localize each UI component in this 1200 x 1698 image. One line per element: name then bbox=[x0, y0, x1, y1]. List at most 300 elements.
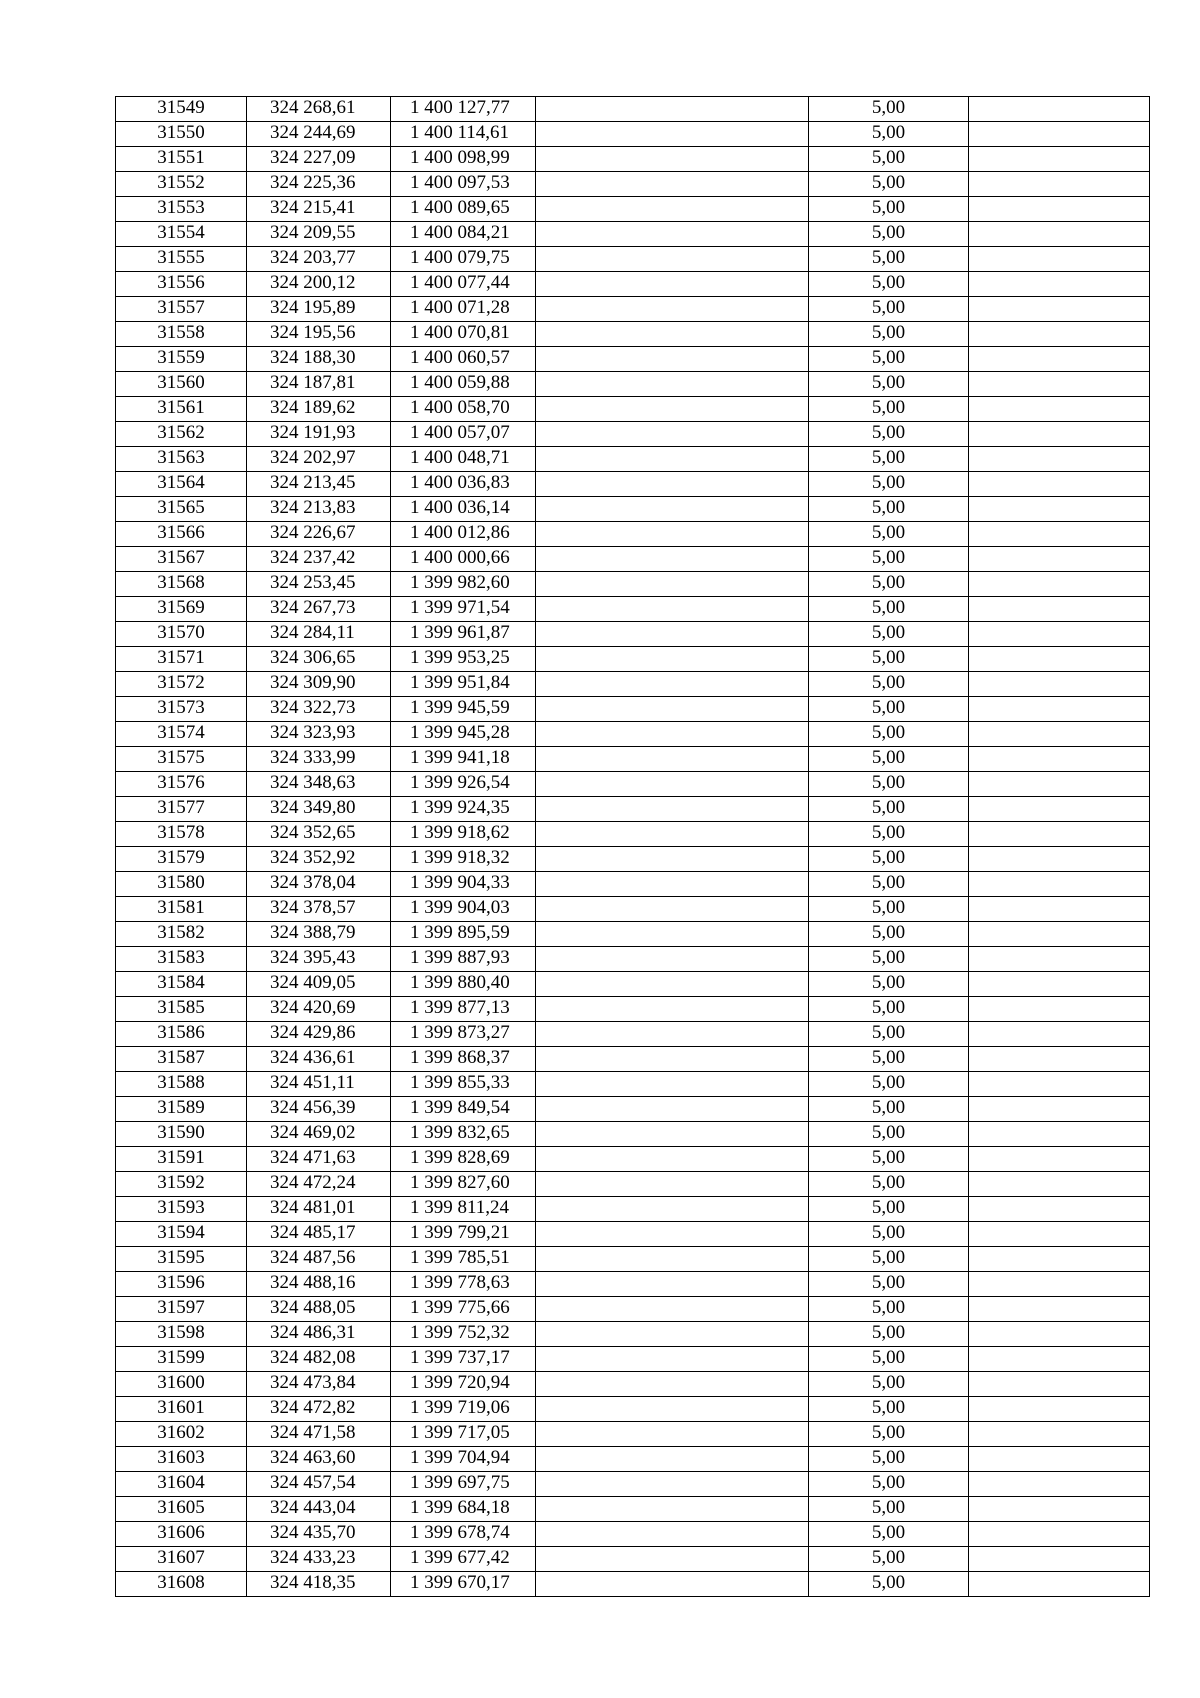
y-coordinate-cell: 1 400 048,71 bbox=[391, 447, 536, 472]
empty-cell bbox=[969, 822, 1150, 847]
y-coordinate-cell: 1 399 918,32 bbox=[391, 847, 536, 872]
y-coordinate-cell: 1 399 778,63 bbox=[391, 1272, 536, 1297]
y-coordinate-cell: 1 400 036,14 bbox=[391, 497, 536, 522]
empty-cell bbox=[536, 372, 809, 397]
point-number-cell: 31564 bbox=[116, 472, 247, 497]
x-coordinate-cell: 324 225,36 bbox=[247, 172, 391, 197]
table-row bbox=[116, 497, 1150, 522]
y-coordinate-cell: 1 399 849,54 bbox=[391, 1097, 536, 1122]
x-coordinate-cell: 324 482,08 bbox=[247, 1347, 391, 1372]
empty-cell bbox=[969, 1022, 1150, 1047]
y-coordinate-cell: 1 399 918,62 bbox=[391, 822, 536, 847]
empty-cell bbox=[969, 672, 1150, 697]
point-number-cell: 31582 bbox=[116, 922, 247, 947]
value-cell: 5,00 bbox=[809, 172, 969, 197]
empty-cell bbox=[536, 122, 809, 147]
table-row bbox=[116, 697, 1150, 722]
y-coordinate-cell: 1 400 060,57 bbox=[391, 347, 536, 372]
x-coordinate-cell: 324 209,55 bbox=[247, 222, 391, 247]
table-row bbox=[116, 1472, 1150, 1497]
empty-cell bbox=[536, 1322, 809, 1347]
x-coordinate-cell: 324 322,73 bbox=[247, 697, 391, 722]
empty-cell bbox=[969, 547, 1150, 572]
table-row bbox=[116, 1197, 1150, 1222]
table-row bbox=[116, 522, 1150, 547]
y-coordinate-cell: 1 399 752,32 bbox=[391, 1322, 536, 1347]
x-coordinate-cell: 324 471,58 bbox=[247, 1422, 391, 1447]
value-cell: 5,00 bbox=[809, 1047, 969, 1072]
point-number-cell: 31566 bbox=[116, 522, 247, 547]
value-cell: 5,00 bbox=[809, 272, 969, 297]
point-number-cell: 31559 bbox=[116, 347, 247, 372]
empty-cell bbox=[969, 272, 1150, 297]
x-coordinate-cell: 324 213,83 bbox=[247, 497, 391, 522]
value-cell: 5,00 bbox=[809, 422, 969, 447]
table-row bbox=[116, 1272, 1150, 1297]
point-number-cell: 31586 bbox=[116, 1022, 247, 1047]
x-coordinate-cell: 324 203,77 bbox=[247, 247, 391, 272]
x-coordinate-cell: 324 488,05 bbox=[247, 1297, 391, 1322]
table-row bbox=[116, 247, 1150, 272]
point-number-cell: 31570 bbox=[116, 622, 247, 647]
empty-cell bbox=[969, 1547, 1150, 1572]
y-coordinate-cell: 1 399 945,28 bbox=[391, 722, 536, 747]
point-number-cell: 31591 bbox=[116, 1147, 247, 1172]
empty-cell bbox=[536, 1022, 809, 1047]
y-coordinate-cell: 1 400 012,86 bbox=[391, 522, 536, 547]
table-row bbox=[116, 922, 1150, 947]
empty-cell bbox=[536, 847, 809, 872]
point-number-cell: 31554 bbox=[116, 222, 247, 247]
point-number-cell: 31558 bbox=[116, 322, 247, 347]
empty-cell bbox=[969, 497, 1150, 522]
point-number-cell: 31583 bbox=[116, 947, 247, 972]
x-coordinate-cell: 324 486,31 bbox=[247, 1322, 391, 1347]
value-cell: 5,00 bbox=[809, 572, 969, 597]
x-coordinate-cell: 324 436,61 bbox=[247, 1047, 391, 1072]
y-coordinate-cell: 1 400 127,77 bbox=[391, 97, 536, 122]
table-row bbox=[116, 597, 1150, 622]
coordinate-table bbox=[115, 96, 1150, 1597]
x-coordinate-cell: 324 481,01 bbox=[247, 1197, 391, 1222]
empty-cell bbox=[536, 647, 809, 672]
y-coordinate-cell: 1 399 971,54 bbox=[391, 597, 536, 622]
empty-cell bbox=[969, 422, 1150, 447]
empty-cell bbox=[969, 297, 1150, 322]
value-cell: 5,00 bbox=[809, 997, 969, 1022]
point-number-cell: 31604 bbox=[116, 1472, 247, 1497]
value-cell: 5,00 bbox=[809, 1372, 969, 1397]
x-coordinate-cell: 324 471,63 bbox=[247, 1147, 391, 1172]
point-number-cell: 31589 bbox=[116, 1097, 247, 1122]
table-row bbox=[116, 322, 1150, 347]
y-coordinate-cell: 1 399 873,27 bbox=[391, 1022, 536, 1047]
value-cell: 5,00 bbox=[809, 372, 969, 397]
y-coordinate-cell: 1 399 982,60 bbox=[391, 572, 536, 597]
point-number-cell: 31594 bbox=[116, 1222, 247, 1247]
empty-cell bbox=[536, 1347, 809, 1372]
point-number-cell: 31562 bbox=[116, 422, 247, 447]
table-row bbox=[116, 647, 1150, 672]
empty-cell bbox=[969, 1472, 1150, 1497]
value-cell: 5,00 bbox=[809, 772, 969, 797]
empty-cell bbox=[969, 772, 1150, 797]
empty-cell bbox=[969, 1422, 1150, 1447]
point-number-cell: 31605 bbox=[116, 1497, 247, 1522]
x-coordinate-cell: 324 215,41 bbox=[247, 197, 391, 222]
empty-cell bbox=[969, 572, 1150, 597]
table-row bbox=[116, 847, 1150, 872]
empty-cell bbox=[536, 1422, 809, 1447]
empty-cell bbox=[969, 147, 1150, 172]
x-coordinate-cell: 324 237,42 bbox=[247, 547, 391, 572]
table-row bbox=[116, 1322, 1150, 1347]
empty-cell bbox=[969, 747, 1150, 772]
empty-cell bbox=[969, 222, 1150, 247]
point-number-cell: 31581 bbox=[116, 897, 247, 922]
empty-cell bbox=[969, 1072, 1150, 1097]
point-number-cell: 31584 bbox=[116, 972, 247, 997]
empty-cell bbox=[536, 422, 809, 447]
x-coordinate-cell: 324 395,43 bbox=[247, 947, 391, 972]
y-coordinate-cell: 1 399 945,59 bbox=[391, 697, 536, 722]
point-number-cell: 31600 bbox=[116, 1372, 247, 1397]
y-coordinate-cell: 1 399 926,54 bbox=[391, 772, 536, 797]
empty-cell bbox=[536, 597, 809, 622]
empty-cell bbox=[969, 1197, 1150, 1222]
empty-cell bbox=[969, 1572, 1150, 1597]
empty-cell bbox=[969, 622, 1150, 647]
y-coordinate-cell: 1 399 953,25 bbox=[391, 647, 536, 672]
y-coordinate-cell: 1 400 059,88 bbox=[391, 372, 536, 397]
empty-cell bbox=[536, 1372, 809, 1397]
y-coordinate-cell: 1 399 737,17 bbox=[391, 1347, 536, 1372]
y-coordinate-cell: 1 399 961,87 bbox=[391, 622, 536, 647]
value-cell: 5,00 bbox=[809, 347, 969, 372]
value-cell: 5,00 bbox=[809, 472, 969, 497]
value-cell: 5,00 bbox=[809, 672, 969, 697]
empty-cell bbox=[969, 472, 1150, 497]
point-number-cell: 31561 bbox=[116, 397, 247, 422]
point-number-cell: 31578 bbox=[116, 822, 247, 847]
value-cell: 5,00 bbox=[809, 1572, 969, 1597]
x-coordinate-cell: 324 352,92 bbox=[247, 847, 391, 872]
table-row bbox=[116, 197, 1150, 222]
empty-cell bbox=[969, 872, 1150, 897]
empty-cell bbox=[969, 372, 1150, 397]
table-row bbox=[116, 472, 1150, 497]
empty-cell bbox=[536, 347, 809, 372]
value-cell: 5,00 bbox=[809, 197, 969, 222]
point-number-cell: 31551 bbox=[116, 147, 247, 172]
table-row bbox=[116, 997, 1150, 1022]
value-cell: 5,00 bbox=[809, 972, 969, 997]
table-row bbox=[116, 1022, 1150, 1047]
value-cell: 5,00 bbox=[809, 1197, 969, 1222]
empty-cell bbox=[969, 197, 1150, 222]
empty-cell bbox=[536, 1397, 809, 1422]
x-coordinate-cell: 324 200,12 bbox=[247, 272, 391, 297]
value-cell: 5,00 bbox=[809, 822, 969, 847]
x-coordinate-cell: 324 433,23 bbox=[247, 1547, 391, 1572]
empty-cell bbox=[536, 972, 809, 997]
table-row bbox=[116, 422, 1150, 447]
y-coordinate-cell: 1 400 000,66 bbox=[391, 547, 536, 572]
empty-cell bbox=[969, 122, 1150, 147]
table-row bbox=[116, 972, 1150, 997]
empty-cell bbox=[536, 872, 809, 897]
y-coordinate-cell: 1 399 670,17 bbox=[391, 1572, 536, 1597]
empty-cell bbox=[536, 472, 809, 497]
empty-cell bbox=[536, 447, 809, 472]
table-row bbox=[116, 1297, 1150, 1322]
empty-cell bbox=[969, 172, 1150, 197]
x-coordinate-cell: 324 469,02 bbox=[247, 1122, 391, 1147]
empty-cell bbox=[969, 347, 1150, 372]
y-coordinate-cell: 1 399 904,33 bbox=[391, 872, 536, 897]
value-cell: 5,00 bbox=[809, 597, 969, 622]
value-cell: 5,00 bbox=[809, 1147, 969, 1172]
point-number-cell: 31603 bbox=[116, 1447, 247, 1472]
y-coordinate-cell: 1 400 089,65 bbox=[391, 197, 536, 222]
table-row bbox=[116, 1397, 1150, 1422]
empty-cell bbox=[969, 1322, 1150, 1347]
value-cell: 5,00 bbox=[809, 1522, 969, 1547]
empty-cell bbox=[969, 1172, 1150, 1197]
y-coordinate-cell: 1 399 827,60 bbox=[391, 1172, 536, 1197]
x-coordinate-cell: 324 202,97 bbox=[247, 447, 391, 472]
table-row bbox=[116, 97, 1150, 122]
y-coordinate-cell: 1 399 904,03 bbox=[391, 897, 536, 922]
table-row bbox=[116, 372, 1150, 397]
value-cell: 5,00 bbox=[809, 872, 969, 897]
y-coordinate-cell: 1 399 832,65 bbox=[391, 1122, 536, 1147]
empty-cell bbox=[969, 1522, 1150, 1547]
point-number-cell: 31580 bbox=[116, 872, 247, 897]
value-cell: 5,00 bbox=[809, 1022, 969, 1047]
table-row bbox=[116, 1547, 1150, 1572]
point-number-cell: 31552 bbox=[116, 172, 247, 197]
empty-cell bbox=[969, 922, 1150, 947]
empty-cell bbox=[969, 1397, 1150, 1422]
empty-cell bbox=[969, 947, 1150, 972]
empty-cell bbox=[536, 297, 809, 322]
empty-cell bbox=[969, 1272, 1150, 1297]
empty-cell bbox=[969, 1347, 1150, 1372]
value-cell: 5,00 bbox=[809, 1397, 969, 1422]
table-row bbox=[116, 1447, 1150, 1472]
point-number-cell: 31567 bbox=[116, 547, 247, 572]
x-coordinate-cell: 324 191,93 bbox=[247, 422, 391, 447]
point-number-cell: 31574 bbox=[116, 722, 247, 747]
table-row bbox=[116, 397, 1150, 422]
empty-cell bbox=[969, 1447, 1150, 1472]
table-row bbox=[116, 722, 1150, 747]
empty-cell bbox=[969, 1297, 1150, 1322]
x-coordinate-cell: 324 472,82 bbox=[247, 1397, 391, 1422]
table-row bbox=[116, 1497, 1150, 1522]
value-cell: 5,00 bbox=[809, 1322, 969, 1347]
point-number-cell: 31592 bbox=[116, 1172, 247, 1197]
x-coordinate-cell: 324 451,11 bbox=[247, 1072, 391, 1097]
empty-cell bbox=[536, 1222, 809, 1247]
y-coordinate-cell: 1 399 880,40 bbox=[391, 972, 536, 997]
empty-cell bbox=[536, 822, 809, 847]
empty-cell bbox=[536, 1522, 809, 1547]
x-coordinate-cell: 324 463,60 bbox=[247, 1447, 391, 1472]
value-cell: 5,00 bbox=[809, 1072, 969, 1097]
value-cell: 5,00 bbox=[809, 1447, 969, 1472]
x-coordinate-cell: 324 472,24 bbox=[247, 1172, 391, 1197]
x-coordinate-cell: 324 189,62 bbox=[247, 397, 391, 422]
x-coordinate-cell: 324 244,69 bbox=[247, 122, 391, 147]
empty-cell bbox=[536, 1172, 809, 1197]
empty-cell bbox=[536, 897, 809, 922]
point-number-cell: 31599 bbox=[116, 1347, 247, 1372]
y-coordinate-cell: 1 399 941,18 bbox=[391, 747, 536, 772]
point-number-cell: 31573 bbox=[116, 697, 247, 722]
y-coordinate-cell: 1 399 720,94 bbox=[391, 1372, 536, 1397]
table-row bbox=[116, 1422, 1150, 1447]
empty-cell bbox=[536, 1197, 809, 1222]
point-number-cell: 31601 bbox=[116, 1397, 247, 1422]
point-number-cell: 31606 bbox=[116, 1522, 247, 1547]
empty-cell bbox=[969, 1497, 1150, 1522]
empty-cell bbox=[969, 1247, 1150, 1272]
table-row bbox=[116, 272, 1150, 297]
value-cell: 5,00 bbox=[809, 122, 969, 147]
y-coordinate-cell: 1 399 677,42 bbox=[391, 1547, 536, 1572]
empty-cell bbox=[536, 197, 809, 222]
empty-cell bbox=[969, 247, 1150, 272]
y-coordinate-cell: 1 400 079,75 bbox=[391, 247, 536, 272]
empty-cell bbox=[536, 1447, 809, 1472]
table-row bbox=[116, 1147, 1150, 1172]
table-row bbox=[116, 747, 1150, 772]
table-row bbox=[116, 172, 1150, 197]
empty-cell bbox=[536, 1247, 809, 1272]
y-coordinate-cell: 1 399 887,93 bbox=[391, 947, 536, 972]
value-cell: 5,00 bbox=[809, 797, 969, 822]
y-coordinate-cell: 1 399 951,84 bbox=[391, 672, 536, 697]
empty-cell bbox=[969, 722, 1150, 747]
value-cell: 5,00 bbox=[809, 922, 969, 947]
empty-cell bbox=[969, 647, 1150, 672]
empty-cell bbox=[536, 772, 809, 797]
value-cell: 5,00 bbox=[809, 697, 969, 722]
point-number-cell: 31569 bbox=[116, 597, 247, 622]
point-number-cell: 31555 bbox=[116, 247, 247, 272]
y-coordinate-cell: 1 400 077,44 bbox=[391, 272, 536, 297]
x-coordinate-cell: 324 188,30 bbox=[247, 347, 391, 372]
empty-cell bbox=[969, 97, 1150, 122]
point-number-cell: 31577 bbox=[116, 797, 247, 822]
empty-cell bbox=[969, 697, 1150, 722]
point-number-cell: 31587 bbox=[116, 1047, 247, 1072]
y-coordinate-cell: 1 399 811,24 bbox=[391, 1197, 536, 1222]
table-row bbox=[116, 147, 1150, 172]
point-number-cell: 31550 bbox=[116, 122, 247, 147]
value-cell: 5,00 bbox=[809, 247, 969, 272]
x-coordinate-cell: 324 306,65 bbox=[247, 647, 391, 672]
y-coordinate-cell: 1 399 855,33 bbox=[391, 1072, 536, 1097]
empty-cell bbox=[969, 522, 1150, 547]
value-cell: 5,00 bbox=[809, 97, 969, 122]
empty-cell bbox=[536, 147, 809, 172]
table-row bbox=[116, 122, 1150, 147]
empty-cell bbox=[536, 722, 809, 747]
coordinate-table-body bbox=[116, 97, 1150, 1597]
y-coordinate-cell: 1 399 697,75 bbox=[391, 1472, 536, 1497]
empty-cell bbox=[536, 247, 809, 272]
table-row bbox=[116, 1222, 1150, 1247]
empty-cell bbox=[536, 547, 809, 572]
empty-cell bbox=[536, 522, 809, 547]
point-number-cell: 31602 bbox=[116, 1422, 247, 1447]
empty-cell bbox=[536, 1097, 809, 1122]
empty-cell bbox=[536, 1272, 809, 1297]
table-row bbox=[116, 1572, 1150, 1597]
table-row bbox=[116, 1522, 1150, 1547]
empty-cell bbox=[536, 322, 809, 347]
x-coordinate-cell: 324 457,54 bbox=[247, 1472, 391, 1497]
point-number-cell: 31595 bbox=[116, 1247, 247, 1272]
y-coordinate-cell: 1 400 057,07 bbox=[391, 422, 536, 447]
x-coordinate-cell: 324 473,84 bbox=[247, 1372, 391, 1397]
point-number-cell: 31593 bbox=[116, 1197, 247, 1222]
y-coordinate-cell: 1 399 828,69 bbox=[391, 1147, 536, 1172]
x-coordinate-cell: 324 409,05 bbox=[247, 972, 391, 997]
empty-cell bbox=[969, 597, 1150, 622]
empty-cell bbox=[536, 947, 809, 972]
point-number-cell: 31560 bbox=[116, 372, 247, 397]
x-coordinate-cell: 324 227,09 bbox=[247, 147, 391, 172]
empty-cell bbox=[536, 1147, 809, 1172]
table-row bbox=[116, 1097, 1150, 1122]
value-cell: 5,00 bbox=[809, 447, 969, 472]
y-coordinate-cell: 1 399 775,66 bbox=[391, 1297, 536, 1322]
value-cell: 5,00 bbox=[809, 1097, 969, 1122]
empty-cell bbox=[969, 972, 1150, 997]
y-coordinate-cell: 1 399 785,51 bbox=[391, 1247, 536, 1272]
table-row bbox=[116, 1172, 1150, 1197]
x-coordinate-cell: 324 378,57 bbox=[247, 897, 391, 922]
empty-cell bbox=[969, 1097, 1150, 1122]
point-number-cell: 31563 bbox=[116, 447, 247, 472]
table-row bbox=[116, 772, 1150, 797]
empty-cell bbox=[536, 1122, 809, 1147]
value-cell: 5,00 bbox=[809, 622, 969, 647]
table-row bbox=[116, 672, 1150, 697]
value-cell: 5,00 bbox=[809, 1172, 969, 1197]
y-coordinate-cell: 1 400 070,81 bbox=[391, 322, 536, 347]
empty-cell bbox=[536, 1572, 809, 1597]
value-cell: 5,00 bbox=[809, 647, 969, 672]
x-coordinate-cell: 324 443,04 bbox=[247, 1497, 391, 1522]
value-cell: 5,00 bbox=[809, 1547, 969, 1572]
x-coordinate-cell: 324 488,16 bbox=[247, 1272, 391, 1297]
empty-cell bbox=[969, 322, 1150, 347]
value-cell: 5,00 bbox=[809, 1297, 969, 1322]
y-coordinate-cell: 1 399 719,06 bbox=[391, 1397, 536, 1422]
empty-cell bbox=[536, 397, 809, 422]
y-coordinate-cell: 1 400 097,53 bbox=[391, 172, 536, 197]
y-coordinate-cell: 1 399 704,94 bbox=[391, 1447, 536, 1472]
point-number-cell: 31608 bbox=[116, 1572, 247, 1597]
point-number-cell: 31553 bbox=[116, 197, 247, 222]
table-row bbox=[116, 547, 1150, 572]
empty-cell bbox=[536, 997, 809, 1022]
